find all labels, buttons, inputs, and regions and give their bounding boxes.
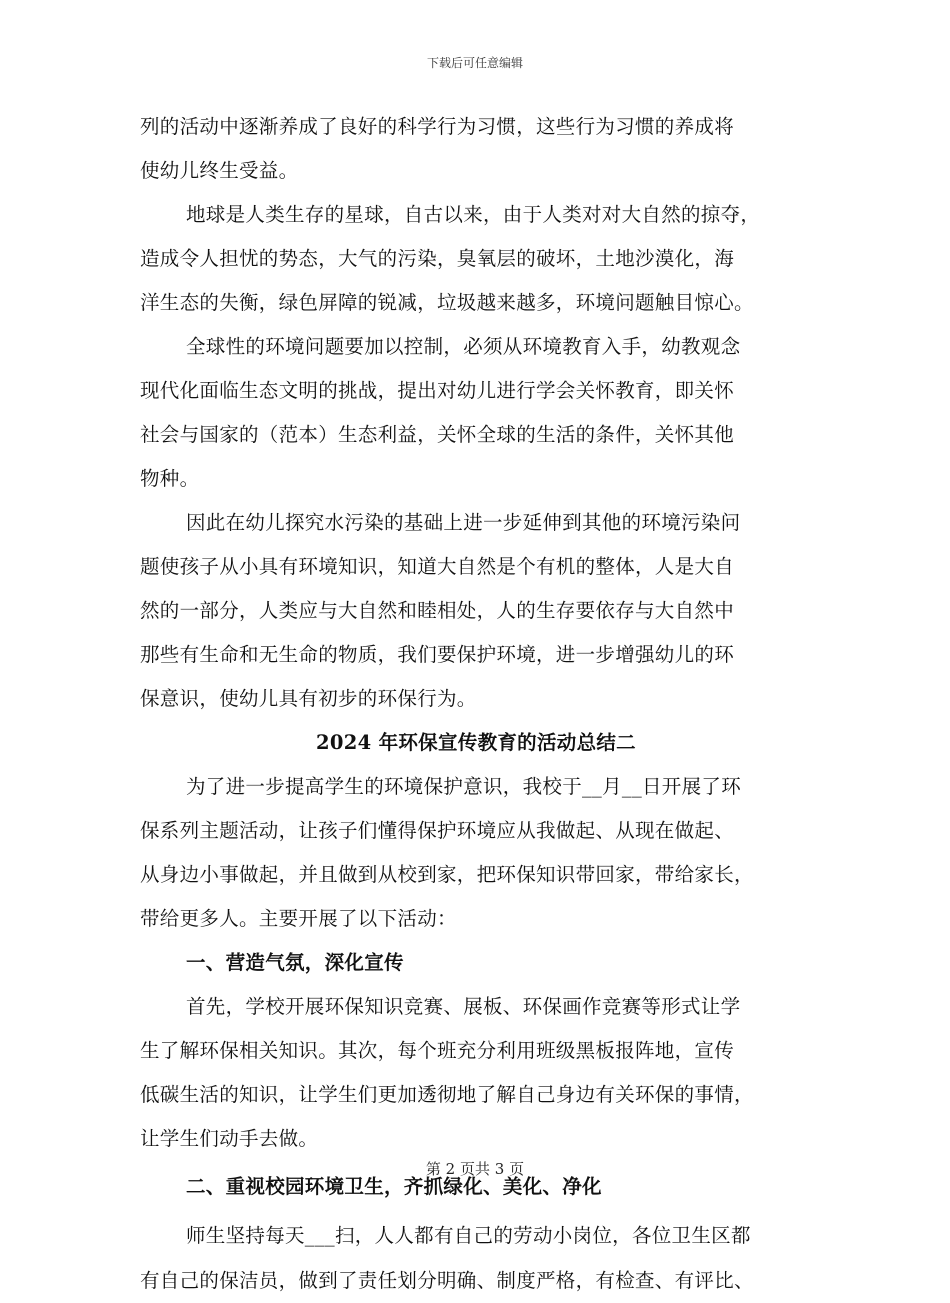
paragraph-line: 保意识，使幼儿具有初步的环保行为。	[140, 687, 477, 710]
paragraph-line: 洋生态的失衡，绿色屏障的锐减，垃圾越来越多，环境问题触目惊心。	[140, 291, 754, 314]
document-body	[140, 105, 812, 1303]
paragraph-line: 物种。	[140, 467, 200, 490]
paragraph-line: 然的一部分，人类应与大自然和睦相处，人的生存要依存与大自然中	[140, 599, 735, 622]
paragraph-line: 保系列主题活动，让孩子们懂得保护环境应从我做起、从现在做起、	[140, 819, 735, 842]
paragraph-line: 列的活动中逐渐养成了良好的科学行为习惯，这些行为习惯的养成将	[140, 115, 735, 138]
paragraph-line: 地球是人类生存的星球，自古以来，由于人类对对大自然的掠夺，	[186, 203, 761, 226]
page-header: 下载后可任意编辑	[426, 56, 523, 70]
paragraph-line: 现代化面临生态文明的挑战，提出对幼儿进行学会关怀教育，即关怀	[140, 379, 735, 402]
paragraph-line: 师生坚持每天___扫，人人都有自己的劳动小岗位，各位卫生区都	[186, 1224, 751, 1247]
paragraph-line: 社会与国家的（范本）生态利益，关怀全球的生活的条件，关怀其他	[140, 423, 735, 446]
paragraph-line: 低碳生活的知识，让学生们更加透彻地了解自己身边有关环保的事情，	[140, 1083, 754, 1106]
paragraph-line: 让学生们动手去做。	[140, 1127, 319, 1150]
paragraph-line: 题使孩子从小具有环境知识，知道大自然是个有机的整体，人是大自	[140, 555, 735, 578]
paragraph-line: 那些有生命和无生命的物质，我们要保护环境，进一步增强幼儿的环	[140, 643, 735, 666]
paragraph-line: 生了解环保相关知识。其次，每个班充分利用班级黑板报阵地，宣传	[140, 1039, 735, 1062]
paragraph-line: 因此在幼儿探究水污染的基础上进一步延伸到其他的环境污染问	[186, 511, 741, 534]
paragraph-line: 全球性的环境问题要加以控制，必须从环境教育入手，幼教观念	[186, 335, 741, 358]
subsection-heading: 二、重视校园环境卫生，齐抓绿化、美化、净化	[186, 1175, 602, 1198]
section-title: 2024 年环保宣传教育的活动总结二	[316, 731, 636, 754]
paragraph-line: 为了进一步提高学生的环境保护意识，我校于__月__日开展了环	[186, 775, 741, 798]
page-footer: 第 2 页共 3 页	[425, 1160, 525, 1178]
paragraph-line: 造成令人担忧的势态，大气的污染，臭氧层的破坏，土地沙漠化，海	[140, 247, 735, 270]
paragraph-line: 有自己的保洁员，做到了责任划分明确、制度严格，有检查、有评比、	[140, 1269, 754, 1292]
paragraph-line: 首先，学校开展环保知识竞赛、展板、环保画作竞赛等形式让学	[186, 995, 741, 1018]
subsection-heading: 一、营造气氛，深化宣传	[186, 951, 404, 974]
paragraph-line: 从身边小事做起，并且做到从校到家，把环保知识带回家，带给家长，	[140, 863, 754, 886]
paragraph-line: 使幼儿终生受益。	[140, 159, 299, 182]
paragraph-line: 带给更多人。主要开展了以下活动：	[140, 907, 457, 930]
